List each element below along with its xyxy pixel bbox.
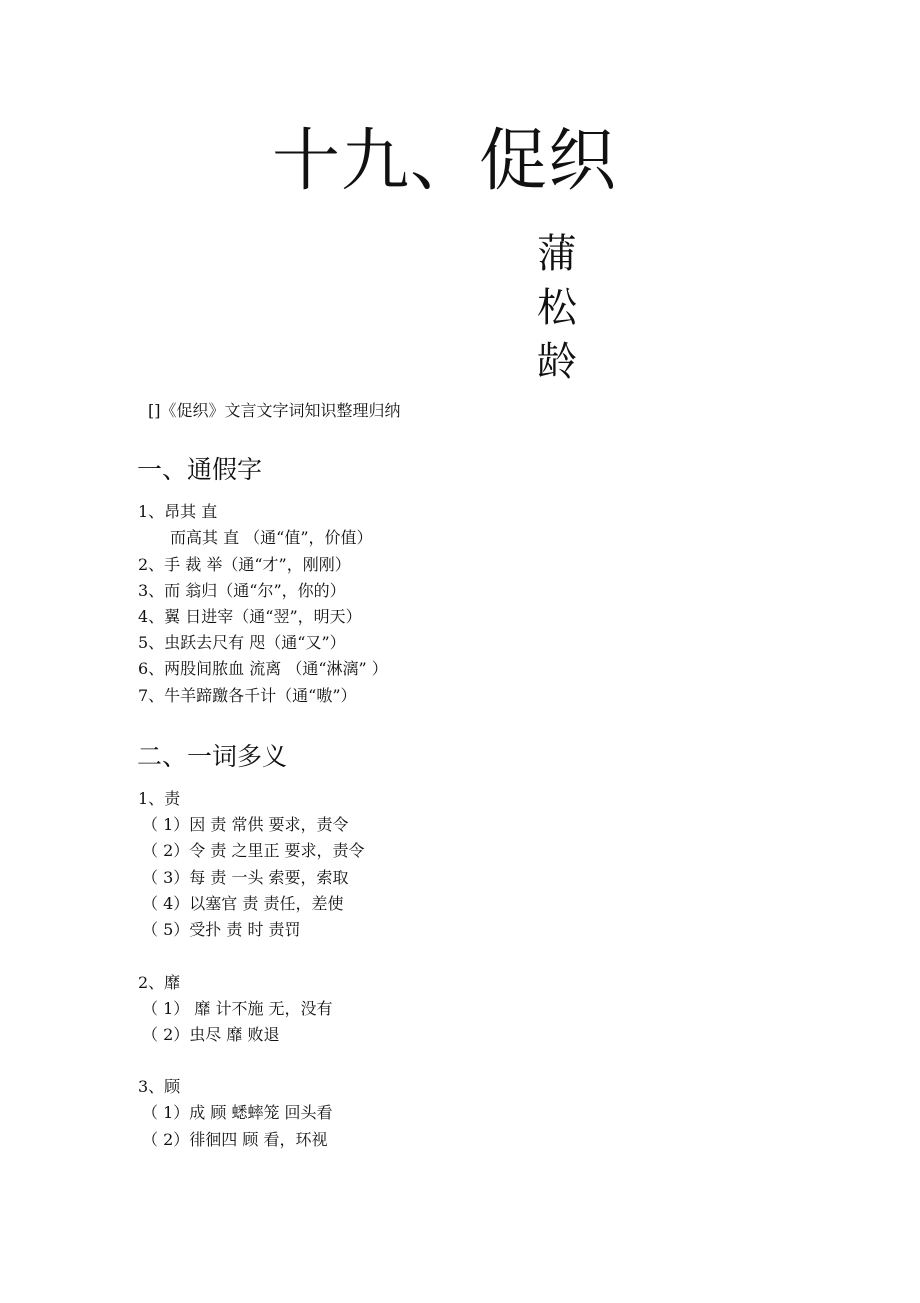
list-item: 而高其 直 （通“值”，价值） bbox=[170, 528, 373, 547]
list-item: 3、而 翁归（通“尔”，你的） bbox=[138, 581, 346, 600]
author-char-1: 蒲 bbox=[537, 231, 577, 277]
author-char-2: 松 bbox=[537, 285, 577, 331]
group-title-ze: 1、责 bbox=[138, 789, 181, 808]
list-item: （ 2）令 责 之里正 要求，责令 bbox=[142, 841, 365, 860]
group-title-gu: 3、顾 bbox=[138, 1077, 181, 1096]
list-item: （ 1） 靡 计不施 无，没有 bbox=[142, 999, 333, 1018]
list-item: （ 5）受扑 责 时 责罚 bbox=[142, 920, 301, 939]
list-item: 6、两股间脓血 流离 （通“淋漓” ） bbox=[138, 659, 388, 678]
list-item: （ 1）因 责 常供 要求，责令 bbox=[142, 815, 349, 834]
list-item: （ 4）以塞官 责 责任，差使 bbox=[142, 894, 344, 913]
list-item: 2、手 裁 举（通“才”，刚刚） bbox=[138, 555, 351, 574]
section-heading-tongjiazi: 一、通假字 bbox=[137, 455, 263, 484]
list-item: （ 2）虫尽 靡 败退 bbox=[142, 1025, 280, 1044]
list-item: （ 2）徘徊四 顾 看，环视 bbox=[142, 1130, 328, 1149]
list-item: 4、翼 日进宰（通“翌”，明天） bbox=[138, 607, 362, 626]
subtitle: []《促织》文言文字词知识整理归纳 bbox=[148, 401, 401, 420]
author-char-3: 龄 bbox=[537, 339, 577, 385]
section-heading-yiciduoyi: 二、一词多义 bbox=[137, 742, 288, 771]
list-item: 5、虫跃去尺有 咫（通“又”） bbox=[138, 633, 346, 652]
list-item: （ 1）成 顾 蟋蟀笼 回头看 bbox=[142, 1103, 333, 1122]
list-item: 1、昂其 直 bbox=[138, 502, 218, 521]
group-title-mi: 2、靡 bbox=[138, 973, 181, 992]
list-item: （ 3）每 责 一头 索要，索取 bbox=[142, 868, 349, 887]
page-title: 十九、促织 bbox=[272, 122, 618, 201]
list-item: 7、牛羊蹄躈各千计（通“嗷”） bbox=[138, 686, 357, 705]
